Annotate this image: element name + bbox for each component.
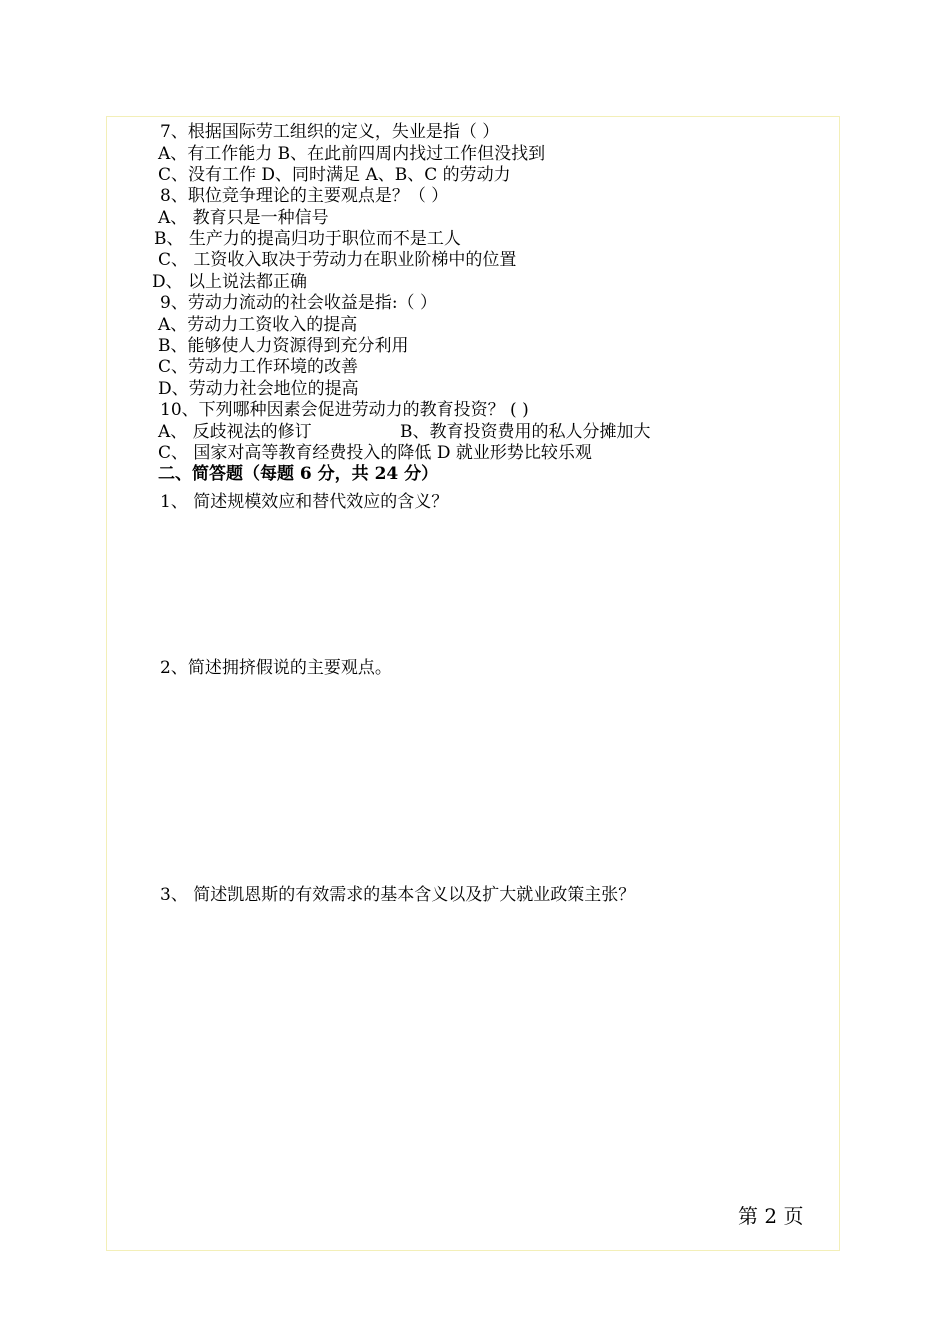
question-8-option-a: A、 教育只是一种信号 bbox=[158, 208, 329, 228]
question-10-option-a: A、 反歧视法的修订 bbox=[158, 422, 312, 442]
question-9-option-b: B、能够使人力资源得到充分利用 bbox=[158, 336, 409, 356]
question-10-option-b: B、教育投资费用的私人分摊加大 bbox=[400, 422, 651, 442]
question-10-stem: 10、下列哪种因素会促进劳动力的教育投资？ ( ) bbox=[160, 400, 529, 420]
page-number: 第 2 页 bbox=[738, 1204, 804, 1228]
question-8-option-b: B、 生产力的提高归功于职位而不是工人 bbox=[154, 229, 461, 249]
question-9-stem: 9、劳动力流动的社会收益是指:（ ） bbox=[160, 293, 437, 313]
question-8-option-c: C、 工资收入取决于劳动力在职业阶梯中的位置 bbox=[158, 250, 517, 270]
question-9-option-d: D、劳动力社会地位的提高 bbox=[158, 379, 359, 399]
short-answer-question-2: 2、简述拥挤假说的主要观点。 bbox=[160, 658, 392, 678]
question-8-stem: 8、职位竞争理论的主要观点是？（ ） bbox=[160, 186, 449, 206]
question-8-option-d: D、 以上说法都正确 bbox=[152, 272, 308, 292]
short-answer-question-3: 3、 简述凯恩斯的有效需求的基本含义以及扩大就业政策主张？ bbox=[160, 885, 636, 905]
section-2-heading: 二、简答题（每题 6 分，共 24 分） bbox=[158, 464, 439, 484]
question-10-options-cd: C、 国家对高等教育经费投入的降低 D 就业形势比较乐观 bbox=[158, 443, 592, 463]
question-9-option-c: C、劳动力工作环境的改善 bbox=[158, 357, 359, 377]
question-9-option-a: A、劳动力工资收入的提高 bbox=[158, 315, 358, 335]
short-answer-question-1: 1、 简述规模效应和替代效应的含义？ bbox=[160, 492, 449, 512]
question-7-stem: 7、根据国际劳工组织的定义，失业是指（ ） bbox=[160, 122, 500, 142]
question-7-options-ab: A、有工作能力 B、在此前四周内找过工作但没找到 bbox=[158, 144, 546, 164]
question-7-options-cd: C、没有工作 D、同时满足 A、B、C 的劳动力 bbox=[158, 165, 511, 185]
